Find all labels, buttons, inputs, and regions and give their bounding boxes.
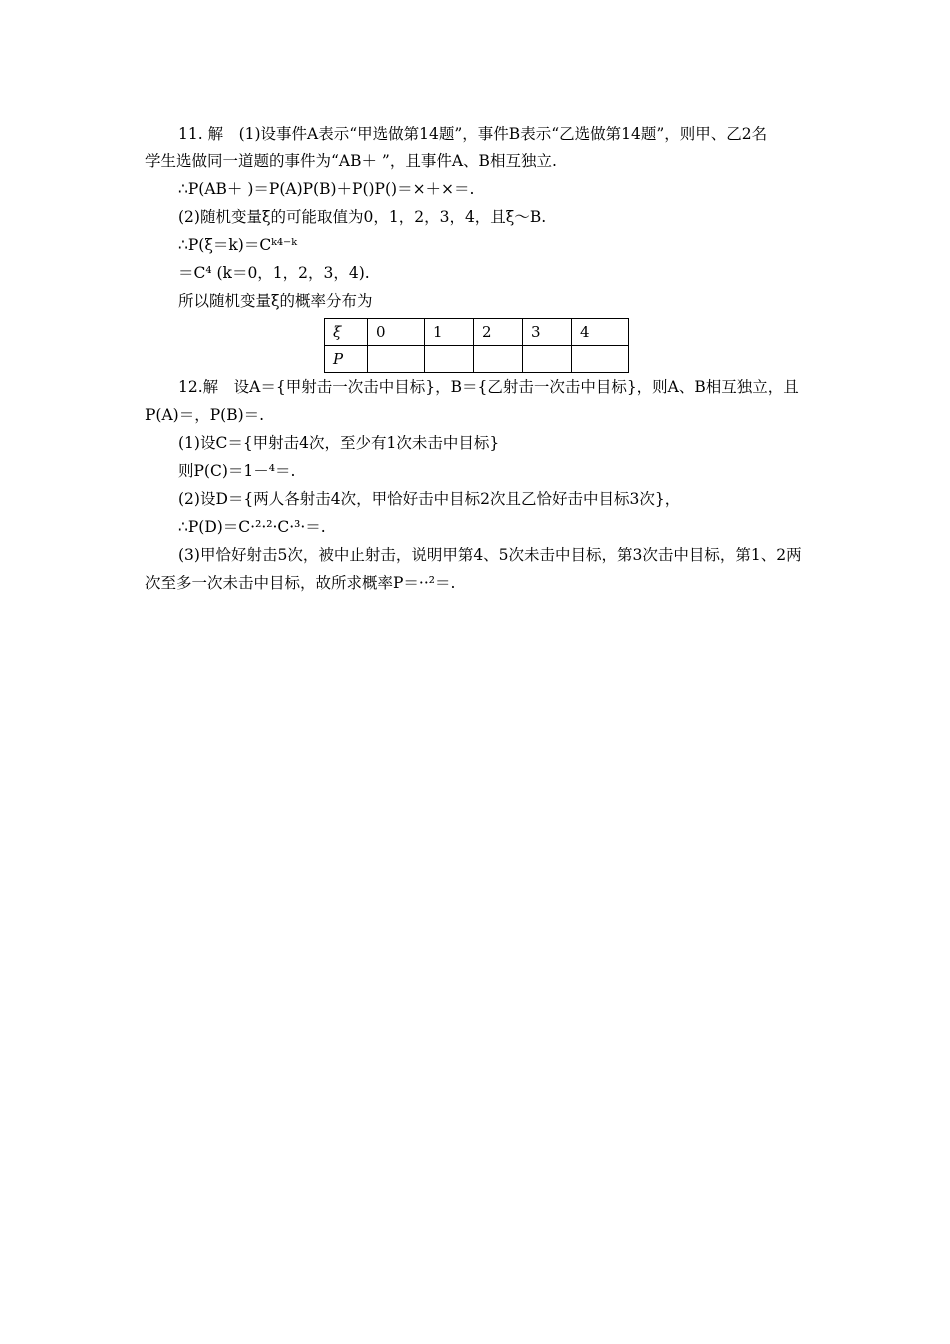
table-cell: [523, 346, 572, 373]
solution-12-line-6: ∴P(D)＝C·²·²·C·³·＝.: [178, 518, 326, 536]
table-cell: 1: [425, 319, 474, 346]
table-cell: [368, 346, 425, 373]
solution-12-line-2: P(A)＝，P(B)＝.: [145, 406, 265, 424]
solution-12-line-4: 则P(C)＝1－⁴＝.: [178, 462, 296, 480]
table-cell: 0: [368, 319, 425, 346]
solution-11-line-1: 11. 解 (1)设事件A表示“甲选做第14题”，事件B表示“乙选做第14题”，则甲、乙2名: [178, 125, 768, 143]
table-cell: 4: [572, 319, 629, 346]
solution-11-line-4: (2)随机变量ξ的可能取值为0，1，2，3，4，且ξ～B.: [178, 208, 547, 226]
table-cell: 2: [474, 319, 523, 346]
table-cell: 3: [523, 319, 572, 346]
solution-11-line-2: 学生选做同一道题的事件为“AB＋ ”，且事件A、B相互独立.: [145, 152, 557, 170]
solution-12-line-7: (3)甲恰好射击5次，被中止射击，说明甲第4、5次未击中目标，第3次击中目标，第1、2两: [178, 546, 802, 564]
solution-12-line-8: 次至多一次未击中目标，故所求概率P＝··²＝.: [145, 574, 456, 592]
table-cell: P: [325, 346, 368, 373]
solution-11-line-7: 所以随机变量ξ的概率分布为: [178, 292, 373, 310]
table-cell: ξ: [325, 319, 368, 346]
table-cell: [425, 346, 474, 373]
solution-11-line-6: ＝C⁴ (k＝0，1，2，3，4).: [178, 264, 370, 282]
table-row-header: [325, 319, 629, 346]
probability-distribution-table: [324, 318, 629, 373]
table-cell: [572, 346, 629, 373]
table-cell: [474, 346, 523, 373]
solution-12-line-5: (2)设D＝{两人各射击4次，甲恰好击中目标2次且乙恰好击中目标3次}，: [178, 490, 681, 508]
table-row-probability: [325, 346, 629, 373]
solution-12-line-3: (1)设C＝{甲射击4次，至少有1次未击中目标}: [178, 434, 500, 452]
solution-11-line-5: ∴P(ξ＝k)＝Cᵏ⁴⁻ᵏ: [178, 236, 297, 254]
solution-12-line-1: 12.解 设A＝{甲射击一次击中目标}，B＝{乙射击一次击中目标}，则A、B相互独立，且: [178, 378, 799, 396]
solution-11-line-3: ∴P(AB＋ )＝P(A)P(B)＋P()P()＝×＋×＝.: [178, 180, 475, 198]
